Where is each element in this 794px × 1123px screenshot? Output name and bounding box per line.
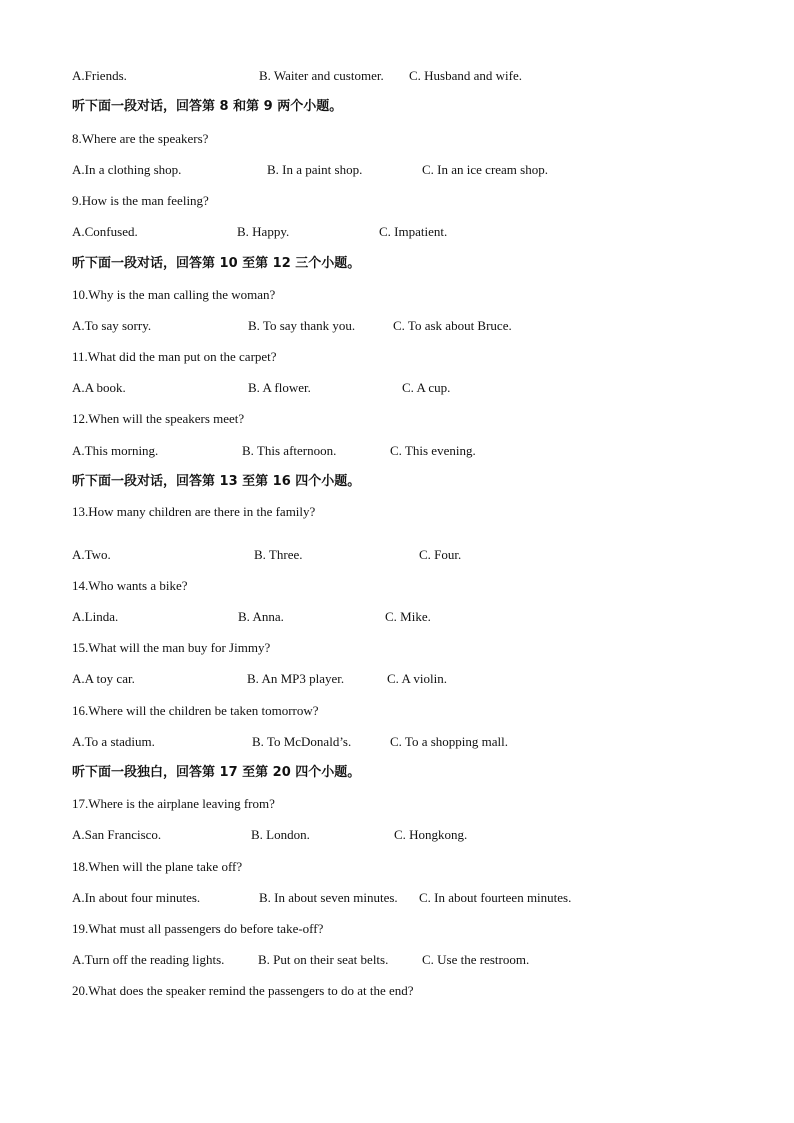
option-b: B. London. (251, 827, 310, 842)
option-a: A.To a stadium. (72, 734, 155, 749)
option-b: B. To say thank you. (248, 318, 356, 333)
option-a: A.In a clothing shop. (72, 162, 182, 177)
option-a: A.Friends. (72, 68, 127, 83)
question-9: 9.How is the man feeling? (72, 193, 209, 208)
question-13: 13.How many children are there in the family? (72, 504, 316, 519)
option-a: A.San Francisco. (72, 827, 162, 842)
section-heading-17-20: 听下面一段独白，回答第 17 至第 20 四个小题。 (72, 765, 361, 780)
option-b: B. A flower. (248, 380, 311, 395)
option-c: C. In an ice cream shop. (422, 162, 548, 177)
question-19: 19.What must all passengers do before take-off? (72, 921, 324, 936)
option-c: C. To a shopping mall. (390, 734, 509, 749)
option-b: B. In a paint shop. (267, 162, 363, 177)
question-12: 12.When will the speakers meet? (72, 411, 245, 426)
question-11: 11.What did the man put on the carpet? (72, 349, 277, 364)
question-18: 18.When will the plane take off? (72, 859, 243, 874)
section-heading-13-16: 听下面一段对话，回答第 13 至第 16 四个小题。 (72, 474, 361, 489)
option-b: B. Happy. (237, 224, 290, 239)
section-heading-8-9: 听下面一段对话，回答第 8 和第 9 两个小题。 (72, 99, 343, 114)
option-c: C. Mike. (385, 609, 431, 624)
option-b: B. Put on their seat belts. (258, 952, 389, 967)
option-a: A.Turn off the reading lights. (72, 952, 225, 967)
option-b: B. Anna. (238, 609, 284, 624)
question-15: 15.What will the man buy for Jimmy? (72, 640, 271, 655)
option-a: A.A toy car. (72, 671, 135, 686)
option-c: C. A cup. (402, 380, 451, 395)
option-b: B. Three. (254, 547, 303, 562)
option-c: C. Four. (419, 547, 462, 562)
option-b: B. This afternoon. (242, 443, 337, 458)
option-c: C. This evening. (390, 443, 476, 458)
question-14: 14.Who wants a bike? (72, 578, 188, 593)
question-20: 20.What does the speaker remind the passengers to do at the end? (72, 983, 414, 998)
option-c: C. A violin. (387, 671, 447, 686)
question-10: 10.Why is the man calling the woman? (72, 287, 276, 302)
option-a: A.In about four minutes. (72, 890, 201, 905)
option-b: B. In about seven minutes. (259, 890, 398, 905)
option-b: B. An MP3 player. (247, 671, 345, 686)
option-a: A.Linda. (72, 609, 119, 624)
option-a: A.Confused. (72, 224, 138, 239)
option-c: C. Hongkong. (394, 827, 468, 842)
option-c: C. In about fourteen minutes. (419, 890, 572, 905)
option-a: A.A book. (72, 380, 126, 395)
option-c: C. To ask about Bruce. (393, 318, 512, 333)
option-c: C. Husband and wife. (409, 68, 523, 83)
option-c: C. Use the restroom. (422, 952, 530, 967)
option-a: A.Two. (72, 547, 111, 562)
option-a: A.To say sorry. (72, 318, 152, 333)
option-a: A.This morning. (72, 443, 159, 458)
option-b: B. To McDonald’s. (252, 734, 352, 749)
question-17: 17.Where is the airplane leaving from? (72, 796, 275, 811)
option-c: C. Impatient. (379, 224, 448, 239)
question-16: 16.Where will the children be taken tomorrow? (72, 703, 319, 718)
section-heading-10-12: 听下面一段对话，回答第 10 至第 12 三个小题。 (72, 256, 361, 271)
question-8: 8.Where are the speakers? (72, 131, 209, 146)
option-b: B. Waiter and customer. (259, 68, 384, 83)
